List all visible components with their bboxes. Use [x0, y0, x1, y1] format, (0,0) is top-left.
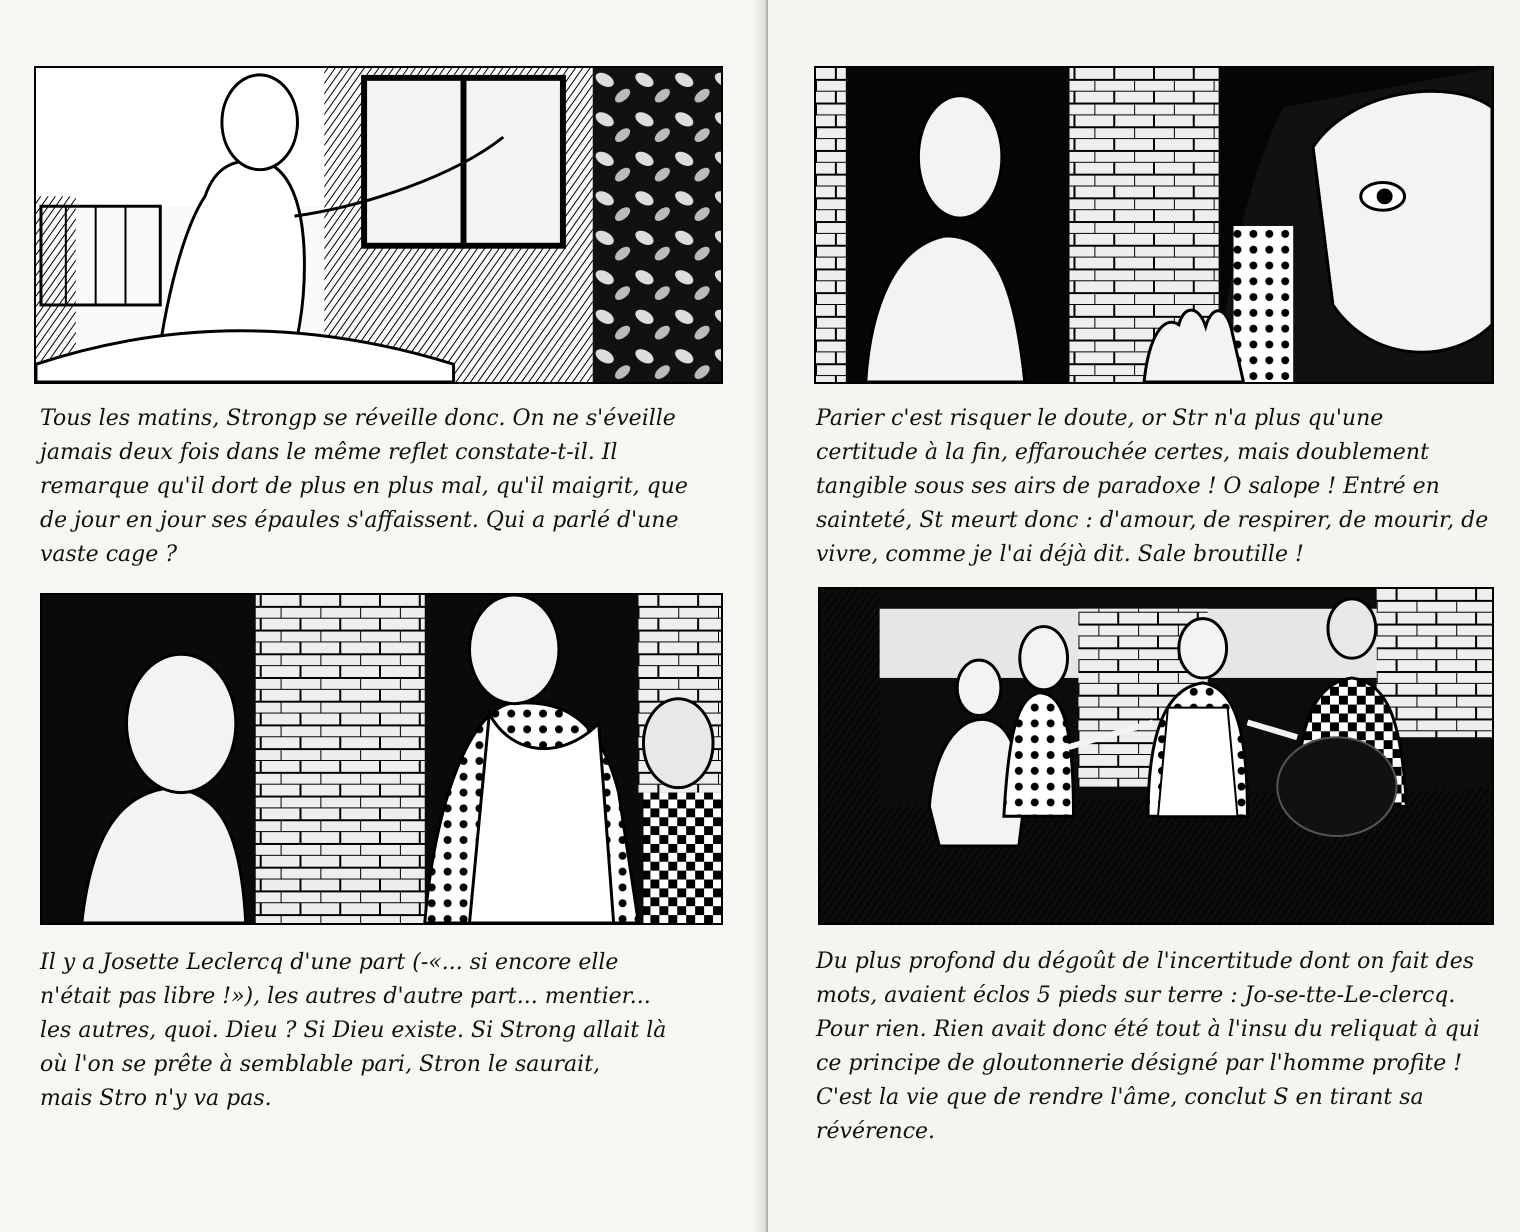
caption-3: Parier c'est risquer le doute, or Str n'a plus qu'une certitude à la fin, effarouchée certes, mais doublement tangible sous ses airs de paradoxe ! O salope ! Entré en sainteté, St meurt donc : d'amour, de respirer, de mourir, de vivre, comme je l'ai déjà dit. Sale broutille !	[816, 406, 1489, 567]
caption-2: Il y a Josette Leclercq d'une part (-«... si encore elle n'était pas libre !»), les autres d'autre part... mentier... les autres, quoi. Dieu ? Si Dieu existe. Si Strong allait là où l'on se prête à semblable pari, Stron le saurait, mais Stro n'y va pas.	[40, 950, 667, 1111]
right-page	[768, 0, 1520, 1232]
panel-pensive-man-and-bearded-face	[814, 66, 1494, 384]
panel-bald-man-and-woman-with-glasses	[40, 593, 723, 925]
caption-4: Du plus profond du dégoût de l'incertitude dont on fait des mots, avaient éclos 5 pieds sur terre : Jo-se-tte-Le-clercq. Pour rien. Rien avait donc été tout à l'insu du reliquat à qui ce principe de gloutonnerie désigné par l'homme profite ! C'est la vie que de rendre l'âme, conclut S en tirant sa révérence.	[816, 949, 1480, 1144]
caption-1: Tous les matins, Strongp se réveille donc. On ne s'éveille jamais deux fois dans le même reflet constate-t-il. Il remarque qu'il dort de plus en plus mal, qu'il maigrit, que de jour en jour ses épaules s'affaissent. Qui a parlé d'une vaste cage ?	[40, 406, 688, 567]
panel-group-holding-hands	[818, 587, 1494, 925]
panel-bald-man-waking-at-window	[34, 66, 723, 384]
